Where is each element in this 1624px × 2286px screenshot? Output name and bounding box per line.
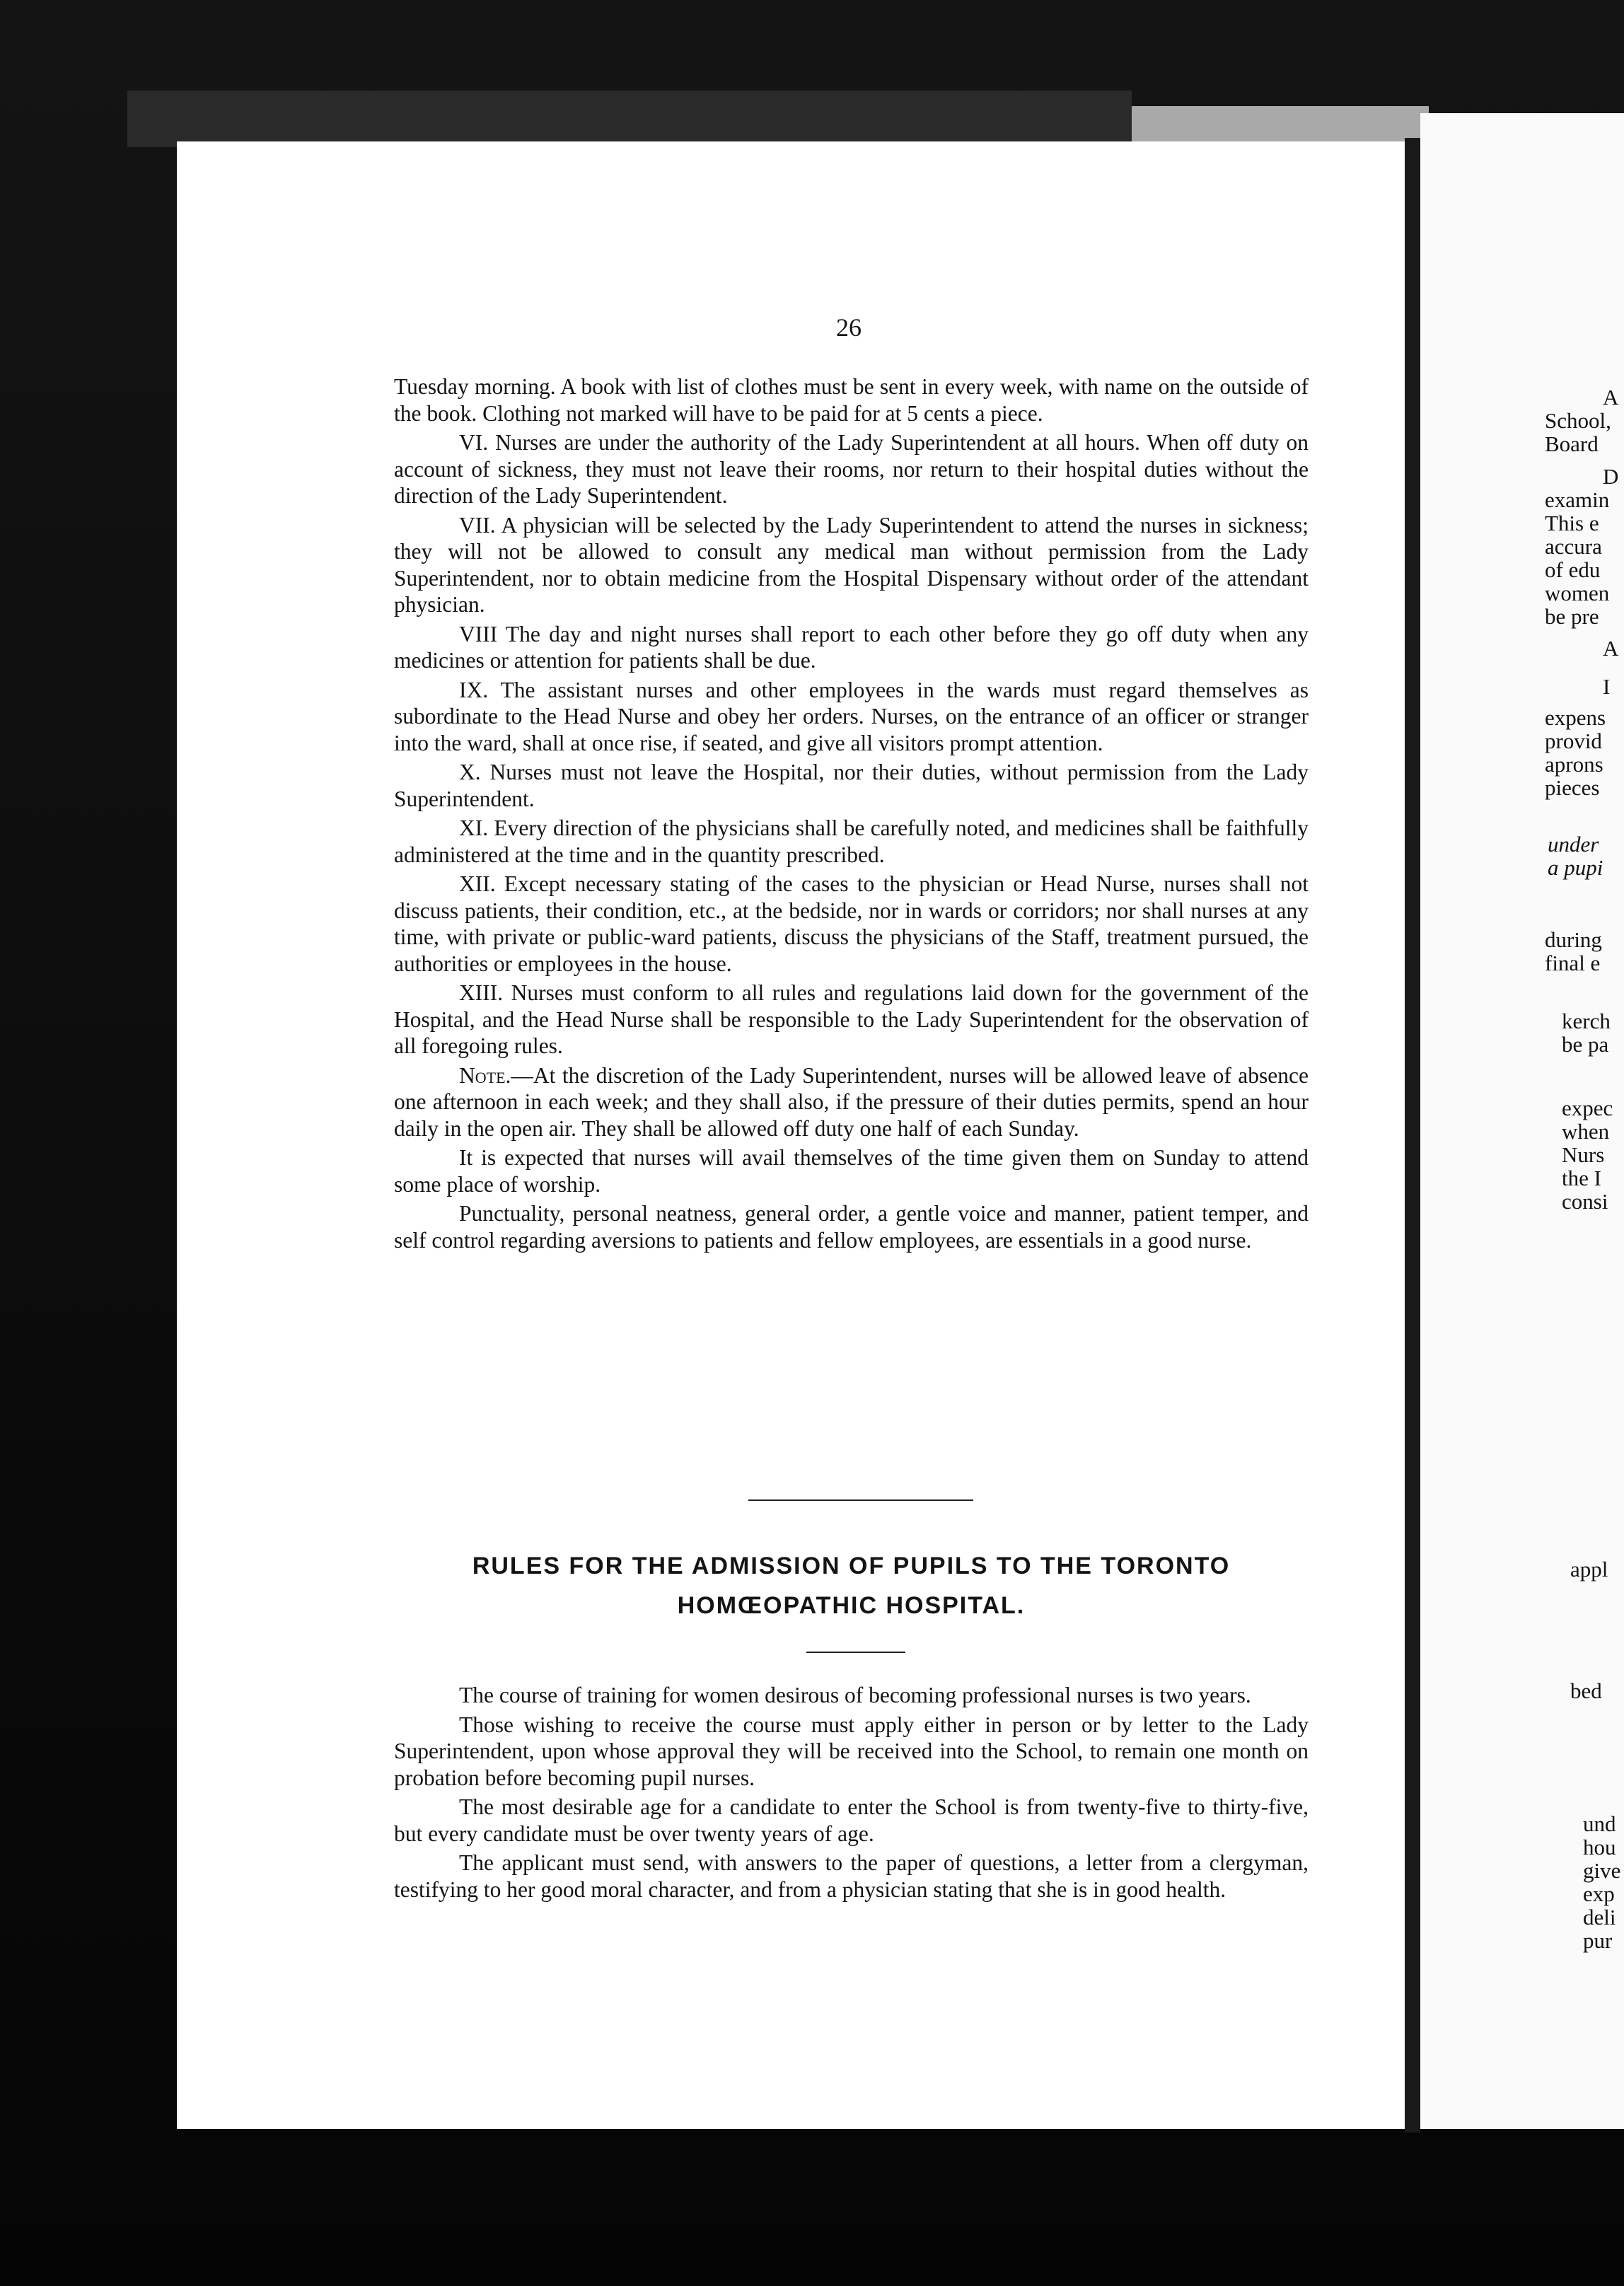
essentials-paragraph: Punctuality, personal neatness, general order, a gentle voice and manner, patient temper, and self control regarding aversions to patients and fellow employees, are essentials in a good nurse.: [394, 1201, 1309, 1253]
admission-heading-line1: RULES FOR THE ADMISSION OF PUPILS TO THE TORONTO: [472, 1553, 1231, 1579]
facing-fragment: examin: [1545, 487, 1610, 512]
worship-paragraph: It is expected that nurses will avail themselves of the time given them on Sunday to attend some place of worship.: [394, 1145, 1309, 1197]
rule-xiii: XIII. Nurses must conform to all rules and regulations laid down for the government of the Hospital, and the Head Nurse shall be responsible to the Lady Superintendent for the observation of all foregoing rules.: [394, 980, 1309, 1058]
facing-fragment: under: [1548, 832, 1599, 857]
facing-page: [1420, 113, 1624, 2129]
admission-paragraph: The most desirable age for a candidate to enter the School is from twenty-five to thirty-five, but every candidate must be over twenty years of age.: [394, 1794, 1309, 1846]
facing-fragment: provid: [1545, 729, 1602, 753]
admission-heading: [394, 1546, 1309, 1625]
note-label: Note.: [459, 1062, 511, 1088]
rule-xii: XII. Except necessary stating of the cases to the physician or Head Nurse, nurses shall not discuss patients, their condition, etc., at the bedside, nor in wards or corridors; nor shall nurses at any time, with private or public-ward patients, discuss the physicians of the Staff, treatment pursued, the authorities or employees in the house.: [394, 871, 1309, 976]
book-gutter: [1405, 138, 1420, 2133]
facing-fragment: a pupi: [1548, 855, 1603, 880]
admission-rules: [394, 1682, 1309, 1905]
facing-fragment: hou: [1583, 1835, 1616, 1859]
facing-fragment: A: [1603, 385, 1619, 410]
facing-fragment: during: [1545, 927, 1602, 952]
section-divider: [748, 1499, 973, 1501]
facing-fragment: be pre: [1545, 604, 1599, 629]
page-number: 26: [836, 313, 862, 342]
facing-fragment: I: [1603, 674, 1611, 699]
admission-paragraph: Those wishing to receive the course must apply either in person or by letter to the Lady Superintendent, upon whose approval they will be received into the School, to remain one month on probation before becoming pupil nurses.: [394, 1712, 1309, 1790]
facing-fragment: This e: [1545, 511, 1599, 535]
rule-ix: IX. The assistant nurses and other employees in the wards must regard themselves as subordinate to the Head Nurse and obey her orders. Nurses, on the entrance of an officer or stranger into the ward, shall at once rise, if seated, and give all visitors prompt attention.: [394, 677, 1309, 755]
rule-x: X. Nurses must not leave the Hospital, nor their duties, without permission from the Lady Superintendent.: [394, 760, 1309, 811]
rule-vii: VII. A physician will be selected by the Lady Superintendent to attend the nurses in sickness; they will not be allowed to consult any medical man without permission from the Lady Superintendent, nor to obtain medicine from the Hospital Dispensary without order of the attendant physician.: [394, 512, 1309, 617]
book-cover-edge: [127, 91, 1132, 147]
facing-fragment: when: [1562, 1119, 1610, 1144]
admission-paragraph: The course of training for women desirous of becoming professional nurses is two years.: [459, 1683, 1251, 1707]
facing-fragment: bed: [1570, 1678, 1602, 1703]
facing-fragment: women: [1545, 581, 1610, 605]
facing-fragment: exp: [1583, 1881, 1615, 1906]
rule-xi: XI. Every direction of the physicians shall be carefully noted, and medicines shall be faithfully administered at the time and in the quantity prescribed.: [394, 816, 1309, 867]
facing-fragment: consi: [1562, 1189, 1608, 1214]
facing-fragment: aprons: [1545, 752, 1603, 777]
admission-paragraph: The applicant must send, with answers to the paper of questions, a letter from a clergyman, testifying to her good moral character, and from a physician stating that she is in good health.: [394, 1850, 1309, 1902]
facing-fragment: pieces: [1545, 775, 1600, 800]
note-paragraph: [394, 1062, 1309, 1142]
facing-fragment: of edu: [1545, 557, 1601, 582]
paragraph-intro: Tuesday morning. A book with list of clothes must be sent in every week, with name on the outside of the book. Clothing not marked will have to be paid for at 5 cents a piece.: [394, 374, 1309, 426]
rule-vi: VI. Nurses are under the authority of the Lady Superintendent at all hours. When off duty on account of sickness, they must not leave their rooms, nor return to their hospital duties without the direction of the Lady Superintendent.: [394, 430, 1309, 508]
facing-fragment: be pa: [1562, 1032, 1609, 1057]
heading-underline: [806, 1652, 905, 1653]
facing-fragment: the I: [1562, 1166, 1601, 1190]
note-text: —At the discretion of the Lady Superintendent, nurses will be allowed leave of absence one afternoon in each week; and they shall also, if the pressure of their duties permits, spend an hour daily in the open air. They shall be allowed off duty one half of each Sunday.: [394, 1062, 1309, 1141]
facing-fragment: expec: [1562, 1096, 1613, 1120]
facing-fragment: pur: [1583, 1928, 1613, 1953]
facing-fragment: A: [1603, 636, 1619, 661]
facing-fragment: final e: [1545, 951, 1601, 975]
facing-fragment: accura: [1545, 534, 1602, 559]
admission-heading-line2: HOMŒOPATHIC HOSPITAL.: [677, 1592, 1026, 1619]
facing-fragment: Nurs: [1562, 1142, 1605, 1167]
facing-fragment: give: [1583, 1858, 1621, 1883]
facing-fragment: appl: [1570, 1557, 1608, 1582]
rules-continued: [394, 373, 1309, 1256]
facing-fragment: Board: [1545, 431, 1599, 456]
rule-viii: VIII The day and night nurses shall report to each other before they go off duty when any medicines or attention for patients shall be due.: [394, 621, 1309, 673]
page-edge: [1132, 106, 1429, 141]
facing-fragment: und: [1583, 1811, 1616, 1836]
facing-fragment: D: [1603, 464, 1619, 489]
facing-fragment: deli: [1583, 1905, 1616, 1930]
facing-fragment: expens: [1545, 705, 1606, 730]
facing-fragment: kerch: [1562, 1009, 1611, 1033]
facing-fragment: School,: [1545, 408, 1611, 433]
